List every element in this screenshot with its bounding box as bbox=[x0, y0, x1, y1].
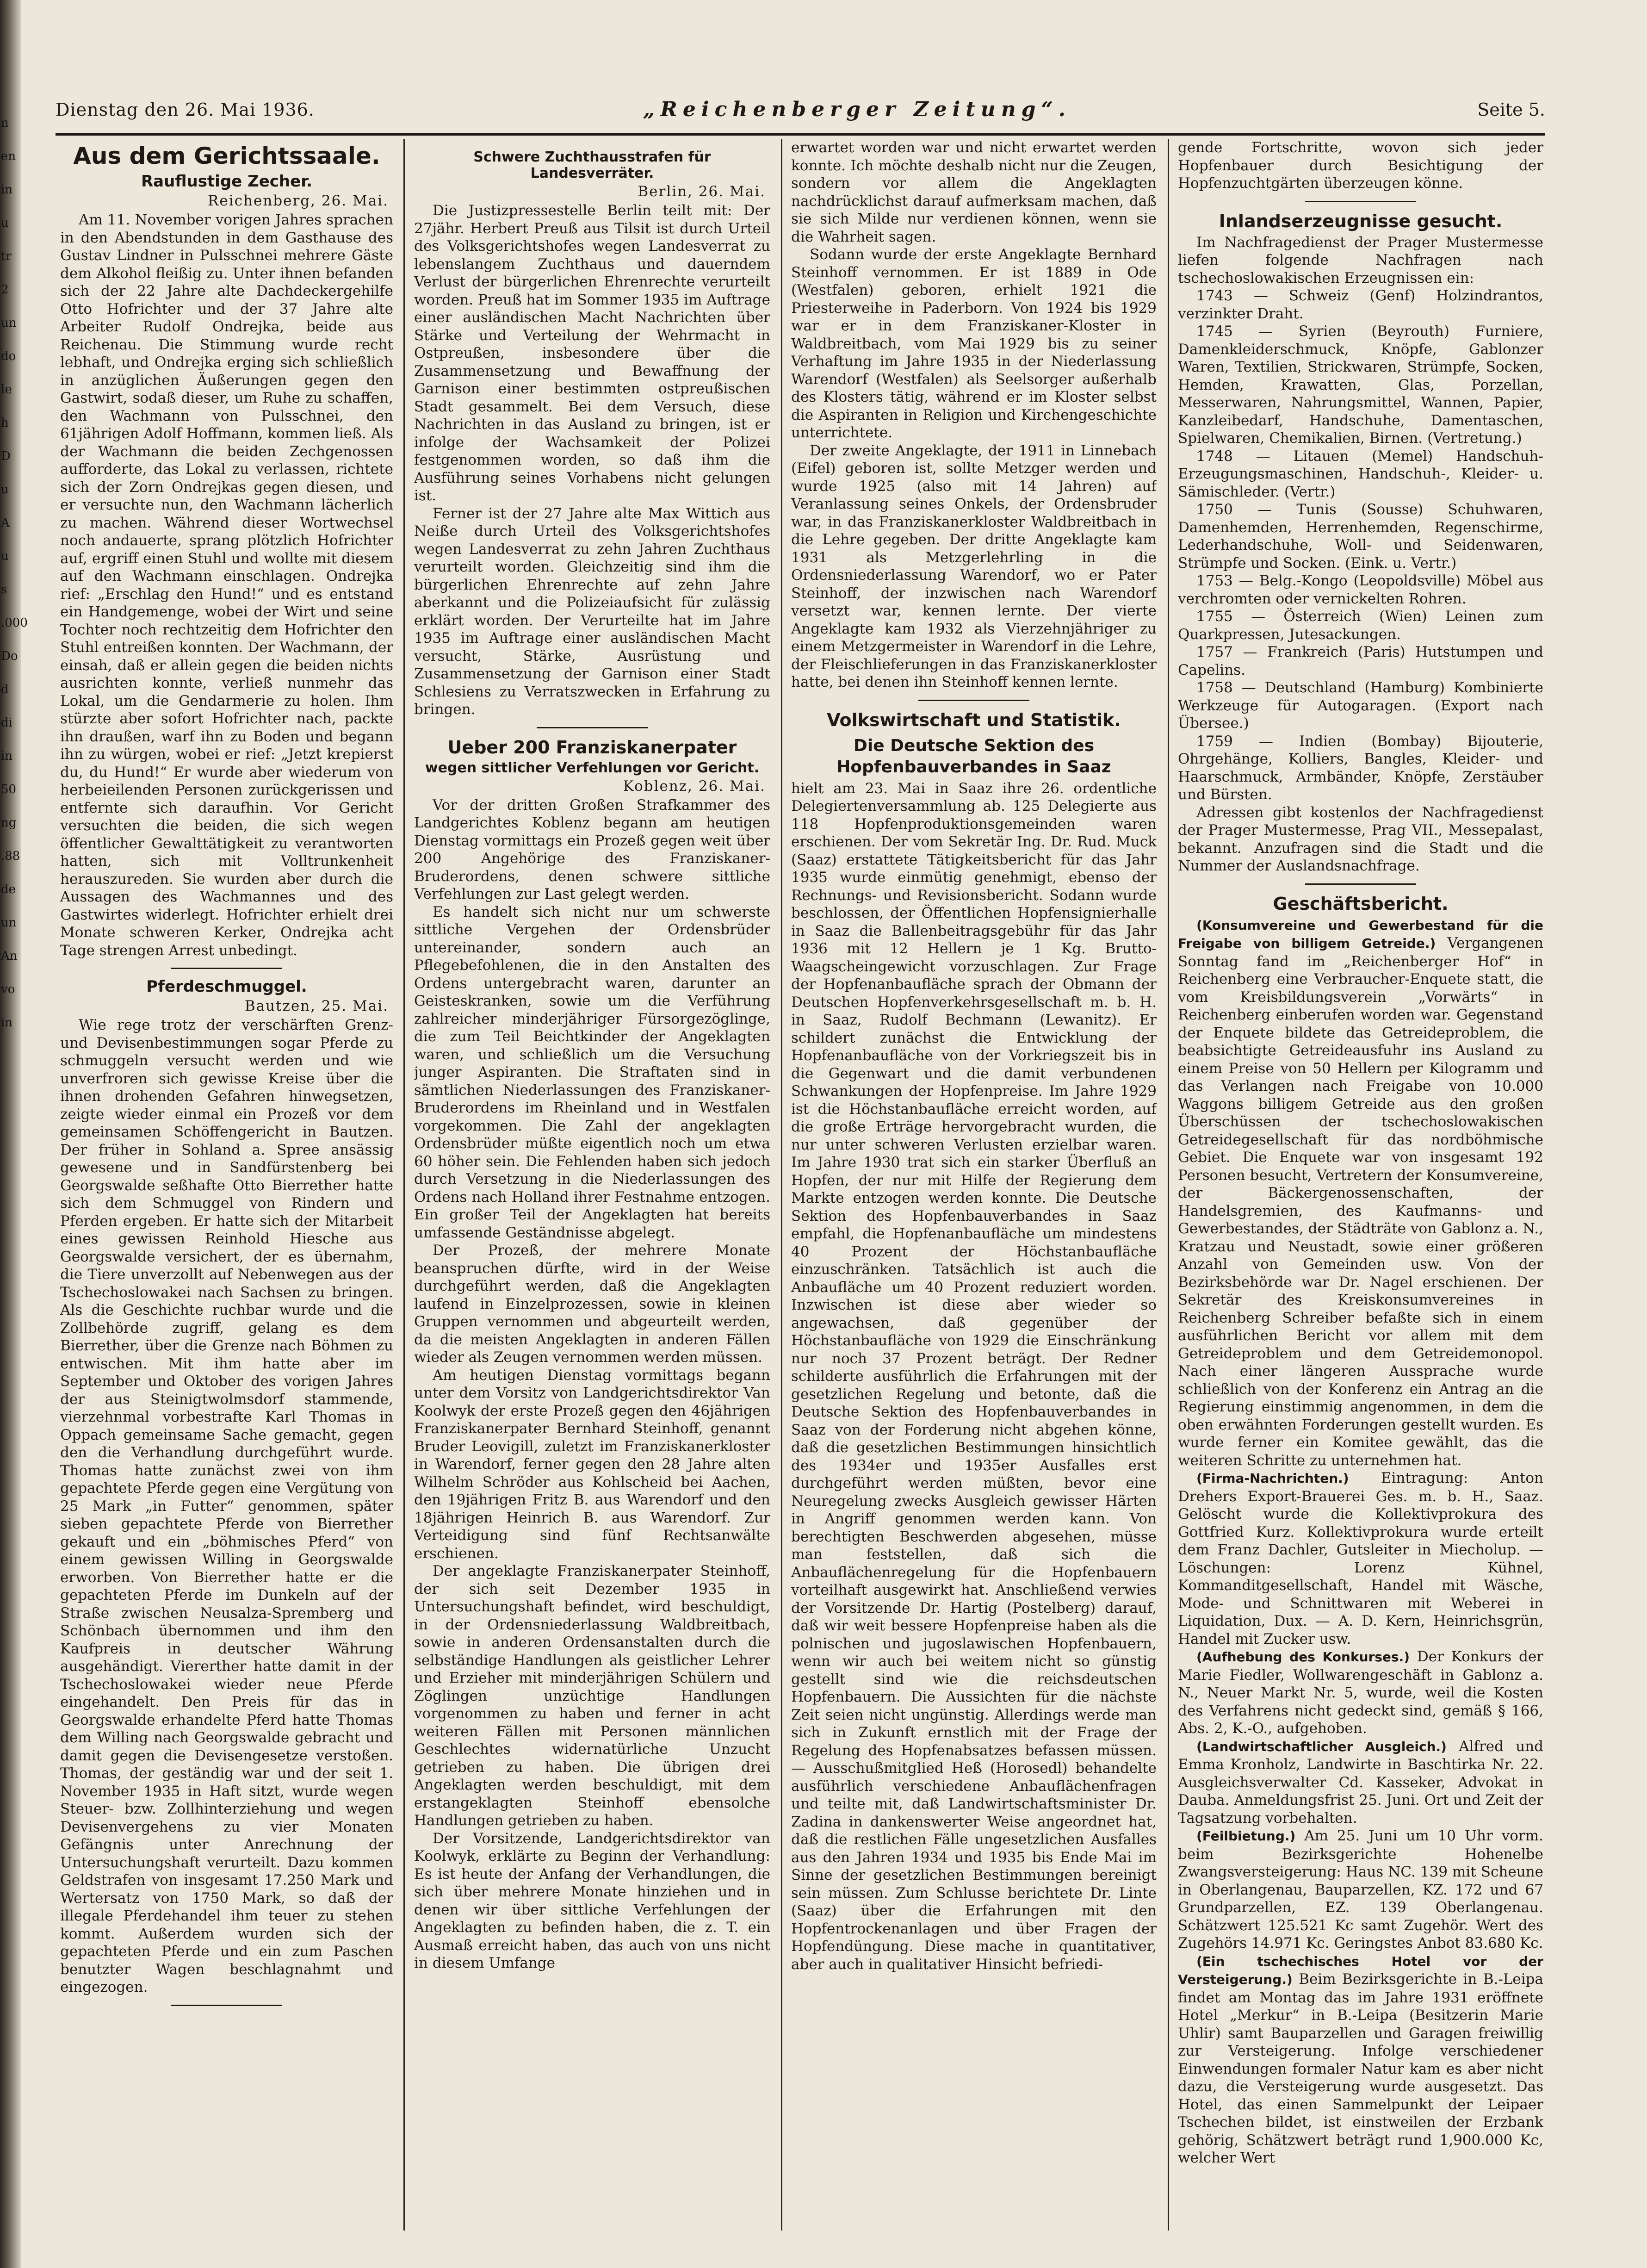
notice-label: (Landwirtschaftlicher Ausgleich.) bbox=[1196, 1739, 1447, 1754]
notice-text: Alfred und Emma Kronholz, Landwirte in Baschtirka Nr. 22. Ausgleichsverwalter Cd. Kasseker, Advokat in Dauba. Anmeldungsfrist 25. Juni. Ort und Zeit der Tagsatzung vorbehalten. bbox=[1178, 1738, 1543, 1827]
article-body: Es handelt sich nicht nur um schwerste sittliche Vergehen der Ordensbrüder untereinander, sondern auch an Pflegebefohlenen, die in den Anstalten des Ordens untergebracht waren, darunter an Geisteskranken, sowie um die Verführung zahlreicher minderjähriger Fürsorgezöglinge, die zum Teil Beichtkinder der Angeklagten waren, und schließlich um die Versuchung junger Aspiranten. Die Straftaten sind in sämtlichen Niederlassungen des Franziskaner-Bruderordens im Rheinland und in Westfalen vorgekommen. Die Zahl der angeklagten Ordensbrüder müßte eigentlich noch um etwa 60 höher sein. Die Fehlenden haben sich jedoch durch Versetzung in die Niederlassungen des Ordens nach Holland ihrer Festnahme entzogen. Ein großer Teil der Angeklagten hat bereits umfassende Geständnisse abgelegt. bbox=[414, 903, 770, 1241]
newspaper-title: „Reichenberger Zeitung“. bbox=[643, 98, 1071, 121]
article-separator bbox=[1305, 883, 1416, 885]
article-title: Geschäftsbericht. bbox=[1273, 893, 1449, 914]
article-body: gende Fortschritte, wovon sich jeder Hopfenbauer durch Besichtigung der Hopfenzuchtgärten überzeugen könne. bbox=[1178, 139, 1543, 192]
article-title: Die Deutsche Sektion des Hopfenbauverbandes in Saaz bbox=[836, 736, 1111, 777]
business-notice bbox=[1178, 1648, 1543, 1738]
header-date: Dienstag den 26. Mai 1936. bbox=[56, 99, 315, 120]
inquiry-item: 1758 — Deutschland (Hamburg) Kombinierte Werkzeuge für Autogaragen. (Export nach Übersee.) bbox=[1178, 679, 1543, 732]
article-subtitle: wegen sittlicher Verfehlungen vor Gericht. bbox=[425, 759, 760, 776]
business-notice bbox=[1178, 1952, 1543, 2167]
article-end-rule bbox=[171, 2005, 282, 2006]
article-dateline: Koblenz, 26. Mai. bbox=[623, 777, 766, 795]
inquiry-item: 1748 — Litauen (Memel) Handschuh-Erzeugungsmaschinen, Handschuh-, Kleider- u. Sämischleder. (Vertr.) bbox=[1178, 447, 1543, 500]
article-body: Der zweite Angeklagte, der 1911 in Linnebach (Eifel) geboren ist, sollte Metzger werden und wurde 1925 (also mit 14 Jahren) auf Veranlassung seines Onkels, der Ordensbruder war, in das Franziskanerkloster Waldbreitbach in die Lehre gegeben. Der dritte Angeklagte kam 1931 als Metzgerlehrling in die Ordensniederlassung Warendorf, wo er Pater Steinhoff, der inzwischen nach Warendorf versetzt war, kennen lernte. Der vierte Angeklagte kam 1932 als Vierzehnjähriger zu einem Metzgermeister in Warendorf in die Lehre, der Fleischlieferungen in das Franziskanerkloster hatte, bei denen ihn Steinhoff kennen lernte. bbox=[791, 442, 1157, 690]
notice-label: (Konsumvereine und Gewerbestand für die Freigabe von billigem Getreide.) bbox=[1178, 917, 1543, 951]
article-body: Der Vorsitzende, Landgerichtsdirektor van Koolwyk, erklärte zu Beginn der Verhandlung: Es ist heute der Anfang der Verhandlungen, die sich über mehrere Monate hinziehen und in denen wir über sittliche Verfehlungen der Angeklagten zu befinden haben, die z. T. ein Ausmaß erreicht haben, das auch von uns nicht in diesem Umfange bbox=[414, 1830, 770, 1971]
notice-text: Am 25. Juni um 10 Uhr vorm. beim Bezirksgerichte Hohenelbe Zwangsversteigerung: Haus NC. 139 mit Scheune in Oberlangenau, Bauparzellen, KZ. 172 und 67 Grundparzellen, EZ. 139 Oberlangenau. Schätzwert 125.521 Kc samt Zugehör. Wert des Zugehörs 14.971 Kc. Geringstes Anbot 83.680 Kc. bbox=[1178, 1827, 1543, 1951]
section-heading: Aus dem Gerichtssaale. bbox=[73, 143, 380, 169]
page-number: Seite 5. bbox=[1477, 99, 1545, 120]
notice-text: Eintragung: Anton Drehers Export-Brauerei Ges. m. b. H., Saaz. Gelöscht wurde die Kollektivprokura des Gottfried Kurz. Kollektivprokura wurde erteilt dem Franz Dachler, Gutsleiter in Miecholup. — Löschungen: Lorenz Kühnel, Kommanditgesellschaft, Handel mit Wäsche, Mode- und Schnittwaren mit Weberei in Liquidation, Dux. — A. D. Kern, Heinrichsgrün, Handel mit Zucker usw. bbox=[1178, 1470, 1543, 1647]
article-separator bbox=[1305, 201, 1416, 202]
article-dateline: Bautzen, 25. Mai. bbox=[244, 998, 389, 1014]
notice-label: (Feilbietung.) bbox=[1196, 1828, 1296, 1844]
article-title: Schwere Zuchthausstrafen für Landesverräter. bbox=[473, 149, 711, 181]
article-dateline: Reichenberg, 26. Mai. bbox=[208, 193, 389, 209]
page-header bbox=[56, 95, 1545, 127]
article-title: Rauflustige Zecher. bbox=[141, 172, 313, 191]
article-body: erwartet worden war und nicht erwartet werden konnte. Ich möchte deshalb nicht nur die Zeugen, sondern vor allem die Angeklagten nachdrücklichst darauf aufmerksam machen, daß sie sich Milde nur verdienen können, wenn sie die Wahrheit sagen. bbox=[791, 139, 1157, 245]
column-4 bbox=[1178, 139, 1543, 2249]
article-body: Ferner ist der 27 Jahre alte Max Wittich aus Neiße durch Urteil des Volksgerichtshofes wegen Landesverrat zu zehn Jahren Zuchthaus verurteilt worden. Gleichzeitig sind ihm die bürgerlichen Ehrenrechte auf zehn Jahre aberkannt und die Polizeiaufsicht für zulässig erklärt worden. Der Verurteilte hat im Jahre 1935 im Auftrage einer ausländischen Macht versucht, Stärke, Ausrüstung und Zusammensetzung der Garnison einer Stadt Schlesiens zu Verratszwecken in Erfahrung zu bringen. bbox=[414, 505, 770, 718]
business-notice bbox=[1178, 1827, 1543, 1952]
column-rule bbox=[1168, 139, 1169, 2231]
business-notice bbox=[1178, 916, 1543, 1470]
article-title: Pferdeschmuggel. bbox=[146, 977, 307, 996]
article-body: Die Justizpressestelle Berlin teilt mit: Der 27jähr. Herbert Preuß aus Tilsit ist durch Urteil des Volksgerichtshofes wegen Landesverrat zu lebenslangem Zuchthaus und dauerndem Verlust der bürgerlichen Ehrenrechte verurteilt worden. Preuß hat im Sommer 1935 im Auftrage einer ausländischen Macht Nachrichten über Stärke und Verteilung der Wehrmacht in Ostpreußen, insbesondere über die Zusammensetzung und Bewaffnung der Garnison einer bestimmten ostpreußischen Stadt gesammelt. Bei dem Versuch, diese Nachrichten in das Ausland zu bringen, ist er infolge der Wachsamkeit der Polizei festgenommen worden, so daß ihm die Ausführung seines Vorhabens nicht gelungen ist. bbox=[414, 202, 770, 504]
article-title: Inlandserzeugnisse gesucht. bbox=[1219, 211, 1503, 231]
business-notice bbox=[1178, 1738, 1543, 1827]
article-body: Sodann wurde der erste Angeklagte Bernhard Steinhoff vernommen. Er ist 1889 in Ode (Westfalen) geboren, erhielt 1921 die Priesterweihe in Paderborn. Von 1924 bis 1929 war er in dem Franziskaner-Kloster in Waldbreitbach, vom Mai 1929 bis zu seiner Verhaftung im Jahre 1935 in der Niederlassung Warendorf (Westfalen) als Seelsorger außerhalb des Klosters tätig, während er im Kloster selbst die Aspiranten in Religion und Kirchengeschichte unterrichtete. bbox=[791, 246, 1157, 441]
column-3 bbox=[791, 139, 1157, 2249]
article-body: hielt am 23. Mai in Saaz ihre 26. ordentliche Delegiertenversammlung ab. 125 Delegierte aus 118 Hopfenproduktionsgemeinden waren erschienen. Der vom Sekretär Ing. Dr. Rud. Muck (Saaz) erstattete Tätigkeitsbericht für das Jahr 1935 wurde einmütig genehmigt, ebenso der Rechnungs- und Revisionsbericht. Sodann wurde beschlossen, der Öffentlichen Hopfensignierhalle in Saaz die Ballenbeitragsgebühr für das Jahr 1936 mit 12 Hellern je 1 Kg. Brutto-Waagscheingewicht vorzuschlagen. Zur Frage der Hopfenanbaufläche sprach der Obmann der Deutschen Hopfenverkehrsgesellschaft m. b. H. in Saaz, Rudolf Bechmann (Lewanitz). Er schildert zunächst die Entwicklung der Hopfenanbaufläche von der Vorkriegszeit bis in die Gegenwart und die damit verbundenen Schwankungen der Hopfenpreise. Im Jahre 1929 ist die Höchstanbaufläche erreicht worden, auf die große Erträge hervorgebracht wurden, die nur unter schweren Verlusten erzielbar waren. Im Jahre 1930 trat sich ein starker Überfluß an Hopfen, der nur mit Hilfe der Regierung dem Markte entzogen werden konnte. Die Deutsche Sektion des Hopfenbauverbandes in Saaz empfahl, die Hopfenanbaufläche um mindestens 40 Prozent der Höchstanbaufläche einzuschränken. Tatsächlich ist auch die Anbaufläche um 40 Prozent reduziert worden. Inzwischen ist diese aber wieder so angewachsen, daß gegenüber der Höchstanbaufläche von 1929 die Einschränkung nur noch 37 Prozent beträgt. Der Redner schilderte ausführlich die Erfahrungen mit der gesetzlichen Regelung und betonte, daß die Deutsche Sektion des Hopfenbauverbandes in Saaz von der Forderung nicht abgehen könne, daß die gesetzlichen Bestimmungen hinsichtlich des 1934er und 1935er Ausfalles erst durchgeführt werden müßten, bevor eine Neuregelung zwecks Ausgleich gewisser Härten in Angriff genommen werden kann. Von berechtigten Beschwerden abgesehen, müsse man feststellen, daß sich die Anbauflächenregelung für die Hopfenbauern vorteilhaft ausgewirkt hat. Anschließend verwies der Vorsitzende Dr. Hartig (Postelberg) darauf, daß wir weit bessere Hopfenpreise haben als die polnischen und jugoslawischen Hopfenbauern, wenn wir auch bei weitem nicht so günstig gestellt sind wie die reichsdeutschen Hopfenbauern. Die Aussichten für die nächste Zeit seien nicht ungünstig. Allerdings werde man sich in Zukunft ernstlich mit der Frage der Regelung des Hopfenabsatzes befassen müssen. — Ausschußmitglied Heß (Horosedl) behandelte ausführlich verschiedene Anbauflächenfragen und teilte mit, daß Landwirtschaftsminister Dr. Zadina in dankenswerter Weise angeordnet hat, daß die restlichen Fälle ungesetzlichen Ausfalles aus den Jahren 1934 und 1935 bis Ende Mai im Sinne der gesetzlichen Bestimmungen bereinigt sein müssen. Zum Schlusse berichtete Dr. Linte (Saaz) über die Erfahrungen mit den Hopfentrockenanlagen und über Fragen der Hopfendüngung. Diese mache in quantitativer, aber auch in qualitativer Hinsicht befriedi- bbox=[791, 780, 1157, 1973]
article-separator bbox=[918, 700, 1029, 701]
article-body: Der angeklagte Franziskanerpater Steinhoff, der sich seit Dezember 1935 in Untersuchungshaft befindet, wird beschuldigt, in der Ordensniederlassung Waldbreitbach, sowie in anderen Ordensanstalten durch die selbständige Handlungen als geistlicher Lehrer und Erzieher mit minderjährigen Schülern und Zöglingen unzüchtige Handlungen vorgenommen zu haben und ferner in acht weiteren Fällen mit Personen männlichen Geschlechtes widernatürliche Unzucht getrieben zu haben. Die übrigen drei Angeklagten werden beschuldigt, mit dem erstangeklagten Steinhoff ebensolche Handlungen getrieben zu haben. bbox=[414, 1563, 770, 1829]
article-body: Am 11. November vorigen Jahres sprachen in den Abendstunden in dem Gasthause des Gustav Lindner in Pulsschnei mehrere Gäste dem Alkohol fleißig zu. Unter ihnen befanden sich der 22 Jahre alte Dachdeckergehilfe Otto Hofrichter und der 37 Jahre alte Arbeiter Rudolf Ondrejka, beide aus Reichenau. Die Stimmung wurde recht lebhaft, und Ondrejka erging sich schließlich in anzüglichen Äußerungen gegen den Gastwirt, sodaß dieser, um Ruhe zu schaffen, den Wachmann von Pulsschnei, den 61jährigen Adolf Hoffmann, kommen ließ. Als der Wachmann die beiden Zechgenossen aufforderte, das Lokal zu verlassen, richtete sich der Zorn Ondrejkas gegen diesen, und er versuchte nun, den Wachmann lächerlich zu machen. Während dieser Wortwechsel noch andauerte, sprang plötzlich Hofrichter auf, ergriff einen Stuhl und wollte mit diesem auf den Wachmann einschlagen. Ondrejka rief: „Erschlag den Hund!“ und es entstand ein Handgemenge, wobei der Wirt und seine Tochter noch rechtzeitig dem Hofrichter den Stuhl entreißen konnten. Der Wachmann, der einsah, daß er allein gegen die beiden nichts ausrichten konnte, verließ nunmehr das Lokal, um die Gendarmerie zu holen. Ihm stürzte aber sofort Hofrichter nach, packte ihn draußen, warf ihn zu Boden und begann ihn zu würgen, wobei er rief: „Jetzt krepierst du, du Hund!“ Er wurde aber wiederum von herbeieilenden Personen zurückgerissen und entfernte sich daraufhin. Vor Gericht versuchten die beiden, die sich wegen öffentlicher Gewalttätigkeit zu verantworten hatten, sich mit Volltrunkenheit herauszureden. Sie wurden aber durch die Aussagen des Wachmannes und des Gastwirtes widerlegt. Hofrichter erhielt drei Monate schweren Kerker, Ondrejka acht Tage strengen Arrest unbedingt. bbox=[60, 211, 393, 959]
notice-text: Beim Bezirksgerichte in B.-Leipa findet am Montag das im Jahre 1931 eröffnete Hotel „Merkur“ in B.-Leipa (Besitzerin Marie Uhlir) samt Bauparzellen und Garagen freiwillig zur Versteigerung. Infolge verschiedener Einwendungen formaler Natur kam es aber nicht dazu, die Versteigerung wurde ausgesetzt. Das Hotel, das einen Sammelpunkt der Leipaer Tschechen bildet, ist einstweilen der Erzbank gehörig, Schätzwert beträgt rund 1,900.000 Kc, welcher Wert bbox=[1178, 1971, 1543, 2166]
column-1 bbox=[60, 139, 393, 2249]
inquiry-item: 1753 — Belg.-Kongo (Leopoldsville) Möbel aus verchromten oder vernickelten Rohren. bbox=[1178, 572, 1543, 607]
article-dateline: Berlin, 26. Mai. bbox=[638, 183, 766, 200]
article-body: Adressen gibt kostenlos der Nachfragedienst der Prager Mustermesse, Prag VII., Messepalast, bekannt. Anzufragen sind die Stadt und die Nummer der Auslandsnachfrage. bbox=[1178, 804, 1543, 874]
column-rule bbox=[403, 139, 405, 2231]
inquiry-item: 1745 — Syrien (Beyrouth) Furniere, Damenkleiderschmuck, Knöpfe, Gablonzer Waren, Textilien, Strickwaren, Strümpfe, Socken, Hemden, Krawatten, Glas, Porzellan, Messerwaren, Nahrungsmittel, Wannen, Papier, Kanzleibedarf, Handschuhe, Damentaschen, Spielwaren, Chemikalien, Birnen. (Vertretung.) bbox=[1178, 323, 1543, 447]
notice-text: Vergangenen Sonntag fand im „Reichenberger Hof“ in Reichenberg eine Verbraucher-Enquete statt, die vom Kreisbildungsverein „Vorwärts“ in Reichenberg einberufen worden war. Gegenstand der Enquete bildete das Getreideproblem, die beabsichtigte Getreideausfuhr ins Ausland zu einem Preise von 50 Hellern per Kilogramm und das Verlangen nach Freigabe von 10.000 Waggons billigem Getreide aus den großen Überschüssen der tschechoslowakischen Getreidegesellschaft für das nordböhmische Gebiet. Die Enquete war von insgesamt 192 Personen besucht, Vertretern der Konsumvereine, der Bäckergenossenschaften, der Handelsgremien, des Kaufmanns- und Gewerbestandes, der Städträte von Gablonz a. N., Kratzau und Neustadt, sowie einer größeren Anzahl von Gemeinden usw. Von der Bezirksbehörde war Dr. Nagel erschienen. Der Sekretär des Kreiskonsumvereines in Reichenberg Schreiber befaßte sich in einem ausführlichen Bericht vor allem mit dem Getreideproblem und dem Getreidemonopol. Nach einer längeren Aussprache wurde schließlich von der Konferenz ein Antrag an die Regierung einstimmig angenommen, in dem die oben erwähnten Forderungen gestellt wurden. Es wurde ferner ein Komitee gewählt, das die weiteren Schritte zu unternehmen hat. bbox=[1178, 935, 1543, 1469]
notice-text: Der Konkurs der Marie Fiedler, Wollwarengeschäft in Gablonz a. N., Neuer Markt Nr. 5, wurde, weil die Kosten des Verfahrens nicht gedeckt sind, gemäß § 166, Abs. 2, K.-O., aufgehoben. bbox=[1178, 1648, 1543, 1737]
article-separator bbox=[171, 968, 282, 969]
notice-label: (Firma-Nachrichten.) bbox=[1196, 1471, 1349, 1486]
notice-label: (Aufhebung des Konkurses.) bbox=[1196, 1649, 1410, 1665]
inquiry-item: 1750 — Tunis (Sousse) Schuhwaren, Damenhemden, Herrenhemden, Regenschirme, Lederhandschuhe, Woll- und Seidenwaren, Strümpfe und Socken. (Eink. u. Vertr.) bbox=[1178, 501, 1543, 572]
notice-label: (Ein tschechisches Hotel vor der Versteigerung.) bbox=[1178, 1953, 1543, 1987]
page-fold-shadow bbox=[0, 0, 28, 2268]
article-title: Ueber 200 Franziskanerpater bbox=[447, 737, 737, 758]
inquiry-item: 1759 — Indien (Bombay) Bijouterie, Ohrgehänge, Kolliers, Bangles, Kleider- und Haarschmuck, Armbänder, Knöpfe, Zerstäuber und Bürsten. bbox=[1178, 733, 1543, 803]
article-body: Der Prozeß, der mehrere Monate beanspruchen dürfte, wird in der Weise durchgeführt werden, daß die Angeklagten laufend in Einzelprozessen, sowie in kleinen Gruppen vernommen und abgeurteilt werden, da die meisten Angeklagten in anderen Fällen wieder als Zeugen vernommen werden müssen. bbox=[414, 1242, 770, 1366]
column-2 bbox=[414, 139, 770, 2249]
article-separator bbox=[537, 727, 648, 728]
article-body: Vor der dritten Großen Strafkammer des Landgerichtes Koblenz begann am heutigen Dienstag vormittags ein Prozeß gegen weit über 200 Angehörige des Franziskaner-Bruderordens, denen schwere sittliche Verfehlungen zur Last gelegt werden. bbox=[414, 796, 770, 902]
header-rule bbox=[56, 133, 1545, 136]
article-body: Am heutigen Dienstag vormittags begann unter dem Vorsitz von Landgerichtsdirektor Van Koolwyk der erste Prozeß gegen den 46jährigen Franziskanerpater Bernhard Steinhoff, genannt Bruder Leovigill, zuletzt im Franziskanerkloster in Warendorf, ferner gegen den 28 Jahre alten Wilhelm Schröder aus Kohlscheid bei Aachen, den 19jährigen Fritz B. aus Warendorf und den 18jährigen Heinrich B. aus Warendorf. Zur Verteidigung sind fünf Rechtsanwälte erschienen. bbox=[414, 1367, 770, 1562]
section-heading: Volkswirtschaft und Statistik. bbox=[827, 709, 1121, 730]
inquiry-item: 1757 — Frankreich (Paris) Hutstumpen und Capelins. bbox=[1178, 644, 1543, 678]
business-notice bbox=[1178, 1469, 1543, 1648]
article-body: Im Nachfragedienst der Prager Mustermesse liefen folgende Nachfragen nach tschechoslowakischen Erzeugnissen ein: bbox=[1178, 234, 1543, 286]
margin-characters: n en in u tr 2 un do le h D u A u s .000 Do d di in 50 ng .88 de un An vo in bbox=[1, 116, 28, 1030]
column-rule bbox=[781, 139, 782, 2231]
inquiry-item: 1755 — Österreich (Wien) Leinen zum Quarkpressen, Jutesackungen. bbox=[1178, 608, 1543, 643]
inquiry-item: 1743 — Schweiz (Genf) Holzindrantos, verzinkter Draht. bbox=[1178, 287, 1543, 322]
article-body: Wie rege trotz der verschärften Grenz- und Devisenbestimmungen sogar Pferde zu schmuggeln versucht werden und wie unverfroren sich gewisse Kreise über die ihnen drohenden Gefahren hinwegsetzen, zeigte wieder einmal ein Prozeß vor dem gemeinsamen Schöffengericht in Bautzen. Der früher in Sohland a. Spree ansässig gewesene und in Sandfürstenberg bei Georgswalde seßhafte Otto Bierrether hatte sich dem Schmuggel von Rindern und Pferden ergeben. Er hatte sich der Mitarbeit eines gewissen Reinhold Hiesche aus Georgswalde versichert, der es übernahm, die Tiere unverzollt auf Nebenwegen aus der Tschechoslowakei nach Sachsen zu bringen. Als die Geschichte ruchbar wurde und die Zollbehörde zugriff, gelang es dem Bierrether, über die Grenze nach Böhmen zu entwischen. Mit ihm hatte aber im September und Oktober des vorigen Jahres der aus Steinigtwolmsdorf stammende, vierzehnmal vorbestrafte Karl Thomas in Oppach gemeinsame Sache gemacht, gegen den die Verhandlung durchgeführt wurde. Thomas hatte zunächst zwei von ihm gepachtete Pferde gegen eine Vergütung von 25 Mark „in Futter“ genommen, später sieben gepachtete Pferde von Bierrether gekauft und ein „böhmisches Pferd“ von einem gewissen Willing in Georgswalde erworben. Von Bierrether hatte er die gepachteten Pferde im Dunkeln auf der Straße zwischen Neusalza-Spremberg und Schönbach übernommen und ihm den Kaufpreis in deutscher Währung ausgehändigt. Viererther hatte damit in der Tschechoslowakei wieder neue Pferde eingehandelt. Den Preis für das in Georgswalde erhandelte Pferd hatte Thomas dem Willing nach Georgswalde gebracht und damit gegen die Devisengesetze verstoßen. Thomas, der geständig war und der seit 1. November 1935 in Haft sitzt, wurde wegen Steuer- bzw. Zollhinterziehung und wegen Devisenvergehens zu vier Monaten Gefängnis unter Anrechnung der Untersuchungshaft verurteilt. Dazu kommen Geldstrafen von insgesamt 17.250 Mark und Wertersatz von 1750 Mark, so daß der illegale Pferdehandel ihm teuer zu stehen kommt. Außerdem wurden sich der gepachteten Pferde und ein zum Paschen benutzter Wagen beschlagnahmt und eingezogen. bbox=[60, 1017, 393, 1995]
